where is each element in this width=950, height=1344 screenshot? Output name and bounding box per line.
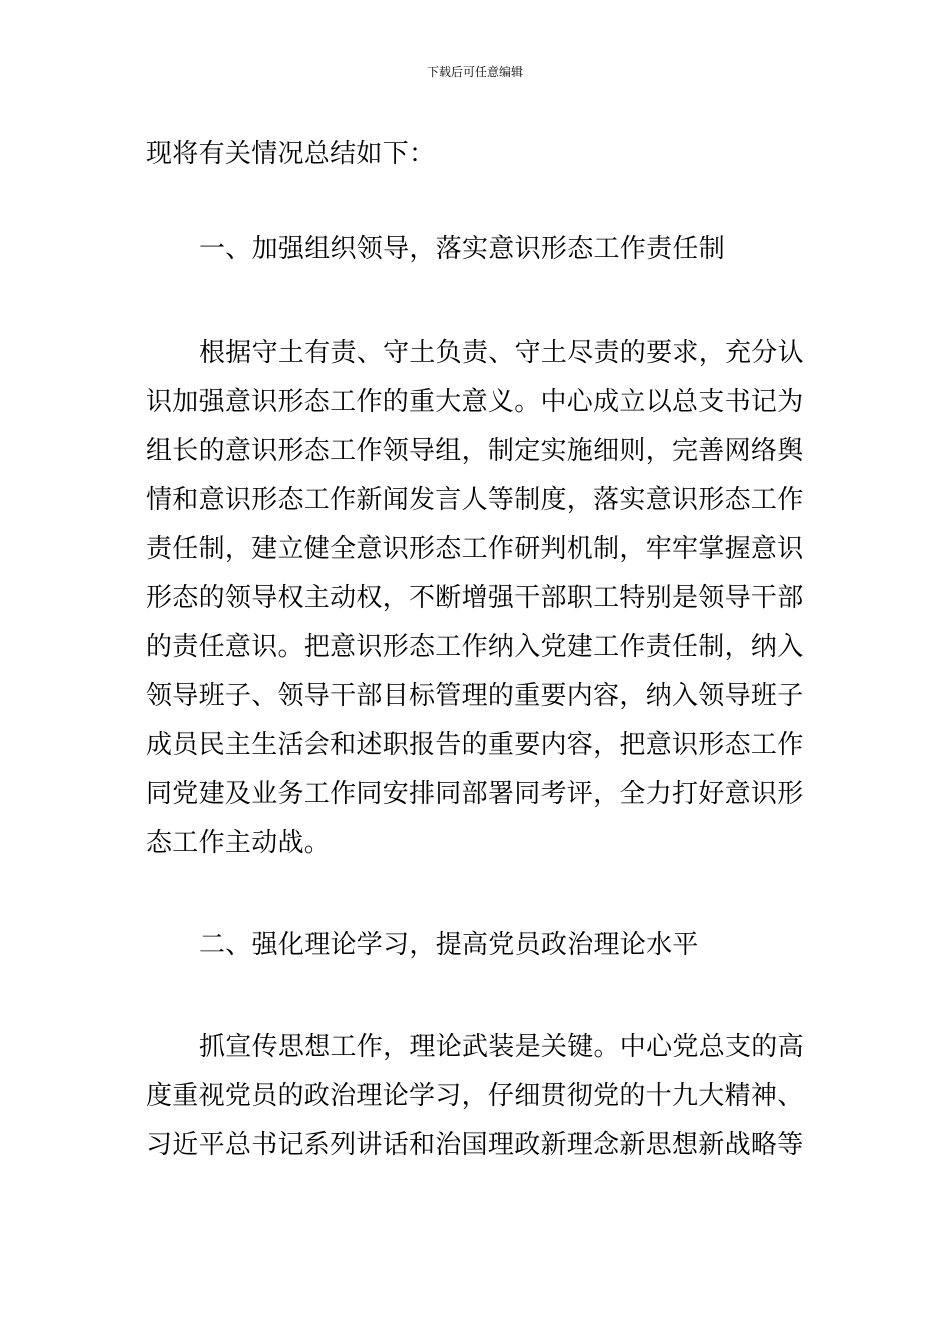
section1-heading-block <box>146 225 806 274</box>
paragraph-line: 抓宣传思想工作，理论武装是关键。中心党总支的高 <box>199 1032 804 1062</box>
paragraph-line: 领导班子、领导干部目标管理的重要内容，纳入领导班子 <box>146 681 804 711</box>
paragraph-line: 组长的意识形态工作领导组，制定实施细则，完善网络舆 <box>146 436 804 466</box>
paragraph-line: 形态的领导权主动权，不断增强干部职工特别是领导干部 <box>146 583 804 613</box>
section2-heading-block <box>146 921 806 970</box>
section2-heading: 二、强化理论学习，提高党员政治理论水平 <box>199 930 699 960</box>
paragraph-line: 责任制，建立健全意识形态工作研判机制，牢牢掌握意识 <box>146 534 804 564</box>
paragraph-line: 态工作主动战。 <box>146 828 331 858</box>
paragraph-line: 情和意识形态工作新闻发言人等制度，落实意识形态工作 <box>146 485 804 515</box>
intro-paragraph <box>146 130 806 179</box>
paragraph-line: 度重视党员的政治理论学习，仔细贯彻党的十九大精神、 <box>146 1081 804 1111</box>
section2-paragraph <box>146 1023 806 1170</box>
paragraph-line: 根据守土有责、守土负责、守土尽责的要求，充分认 <box>199 338 804 368</box>
intro-line: 现将有关情况总结如下： <box>146 139 436 169</box>
paragraph-line: 的责任意识。把意识形态工作纳入党建工作责任制，纳入 <box>146 632 804 662</box>
paragraph-line: 同党建及业务工作同安排同部署同考评，全力打好意识形 <box>146 779 804 809</box>
paragraph-line: 成员民主生活会和述职报告的重要内容，把意识形态工作 <box>146 730 804 760</box>
section1-paragraph <box>146 329 806 868</box>
paragraph-line: 习近平总书记系列讲话和治国理政新理念新思想新战略等 <box>146 1130 804 1160</box>
section1-heading: 一、加强组织领导，落实意识形态工作责任制 <box>199 234 726 264</box>
paragraph-line: 识加强意识形态工作的重大意义。中心成立以总支书记为 <box>146 387 804 417</box>
page-header-note: 下载后可任意编辑 <box>426 65 523 79</box>
